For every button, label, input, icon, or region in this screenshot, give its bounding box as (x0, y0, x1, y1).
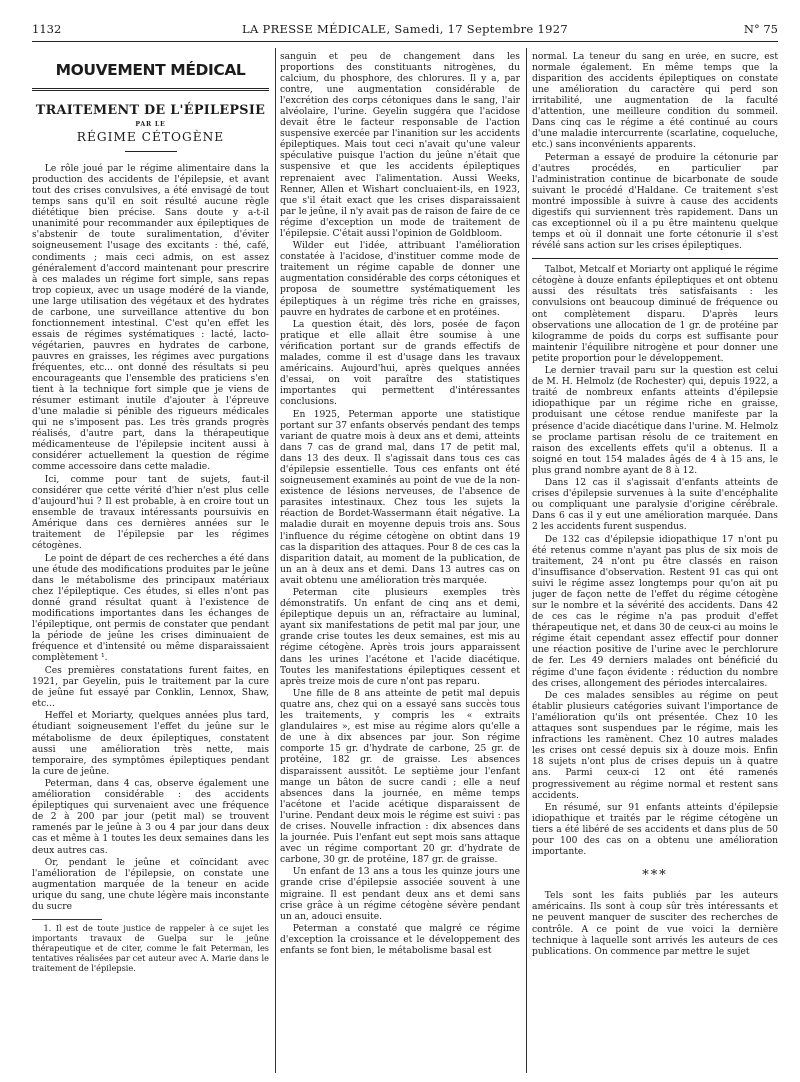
paragraph: Heffel et Moriarty, quelques années plus tard, étudiant soigneusement l'effet du jeûne sur le métabolisme de deux épileptiques, constatent aussi une amélioration très nette, mais temporaire, des symptômes épileptiques pendant la cure de jeûne. (32, 711, 269, 777)
paragraph: Le dernier travail paru sur la question est celui de M. H. Helmolz (de Rochester) qui, depuis 1922, a traité de nombreux enfants atteints d'épilepsie idiopathique par un régime riche en graisse, produisant une cétose rendue manifeste par la présence d'acide diacétique dans l'urine. M. Helmolz se proclame partisan résolu de ce traitement en raison des excellents effets qu'il a obtenus. Il a soigné en tout 154 malades âgés de 4 à 15 ans, le plus grand nombre ayant de 8 à 12. (532, 366, 778, 476)
paragraph: Peterman a essayé de produire la cétonurie par d'autres procédés, en particulier par l'administration continue de bicarbonate de soude suivant le procédé d'Haldane. Ce traitement s'est montré impossible à suivre à cause des accidents digestifs qui surviennent très rapidement. Dans un cas exceptionnel où il a pu être maintenu quelque temps et où il donnait une forte cétonurie il s'est révélé sans action sur les crises épileptiques. (532, 152, 778, 252)
paragraph: Peterman cite plusieurs exemples très démonstratifs. Un enfant de cinq ans et demi, épileptique depuis un an, réfractaire au luminal, ayant six manifestations de petit mal par jour, une grande crise toutes les deux semaines, est mis au régime cétogène. Après trois jours apparaissent dans les urines l'acétone et l'acide diacétique. Toutes les manifestations épileptiques cessent et après treize mois de cure n'ont pas reparu. (280, 588, 520, 687)
paragraph: normal. La teneur du sang en urée, en sucre, est normale également. En même temps que la disparition des accidents épileptiques on constate une amélioration du caractère qui perd son irritabilité, une augmentation de la faculté d'attention, une meilleure condition du sommeil. Dans cinq cas le régime a été continué au cours d'une maladie intercurrente (scarlatine, coqueluche, etc.) sans inconvénients apparents. (532, 52, 778, 151)
running-header (32, 20, 778, 42)
paragraph: De ces malades sensibles au régime on peut établir plusieurs catégories suivant l'importance de l'amélioration qu'ils ont présentée. Chez 10 les attaques sont suspendues par le régime, mais les infractions les ramènent. Chez 10 autres malades les crises ont cessé depuis six à douze mois. Enfin 18 sujets n'ont plus de crises depuis un à quatre ans. Parmi ceux-ci 12 ont été ramenés progressivement au régime normal et restent sans accidents. (532, 691, 778, 801)
footnote-rule (32, 919, 102, 920)
paragraph: Tels sont les faits publiés par les auteurs américains. Ils sont à coup sûr très intéressants et ne peuvent manquer de susciter des recherches de contrôle. A ce point de vue voici la dernière technique à laquelle sont arrivés les auteurs de ces publications. On commence par mettre le sujet (532, 891, 778, 957)
article-subtitle: RÉGIME CÉTOGÈNE (76, 130, 225, 145)
issue-number: N° 75 (743, 22, 778, 36)
section-rule (32, 88, 269, 91)
paragraph: Dans 12 cas il s'agissait d'enfants atteints de crises d'épilepsie survenues à la suite d'encéphalite ou compliquant une paralysie d'origine cérébrale. Dans 6 cas il y eut une amélioration marquée. Dans 2 les accidents furent suspendus. (532, 478, 778, 533)
title-rule (125, 151, 177, 152)
paragraph: Or, pendant le jeûne et coïncidant avec l'amélioration de l'épilepsie, on constate une augmentation marquée de la teneur en acide urique du sang, une chute légère mais inconstante du sucre (32, 858, 269, 913)
column-rule-1 (275, 48, 276, 1073)
paragraph: Ici, comme pour tant de sujets, faut-il considérer que cette vérité d'hier n'est plus celle d'aujourd'hui ? Il est probable, à en croire tout un ensemble de travaux intéressants poursuivis en Amérique dans ces dernières années sur le traitement de l'épilepsie par les régimes cétogènes. (32, 474, 269, 552)
paragraph: Ces premières constatations furent faites, en 1921, par Geyelin, puis le traitement par la cure de jeûne fut essayé par Conklin, Lennox, Shaw, etc... (32, 665, 269, 709)
column-2 (280, 52, 520, 1072)
section-title: MOUVEMENT MÉDICAL (55, 61, 246, 79)
paragraph: Un enfant de 13 ans a tous les quinze jours une grande crise d'épilepsie associée souvent à une migraine. Il est pendant deux ans et demi sans crise grâce à un régime cétogène sévère pendant un an, adouci ensuite. (280, 867, 520, 922)
paragraph: Le point de départ de ces recherches a été dans une étude des modifications produites par le jeûne dans le métabolisme des principaux matériaux chez l'épileptique. Ces études, si elles n'ont pas donné grand résultat quant à l'existence de modifications importantes dans les échanges de l'épileptique, ont permis de constater que pendant la période de jeûne les crises diminuaient de fréquence et d'intensité ou même disparaissaient complètement ¹. (32, 553, 269, 664)
paragraph: Peterman, dans 4 cas, observe également une amélioration considérable : des accidents épileptiques qui survenaient avec une fréquence de 2 à 200 par jour (petit mal) se trouvent ramenés par le jeûne à 3 ou 4 par jour dans deux cas et même à 1 toutes les deux semaines dans les deux autres cas. (32, 779, 269, 856)
paragraph: Le rôle joué par le régime alimentaire dans la production des accidents de l'épilepsie, et avant tout des crises convulsives, a été envisagé de tout temps sans qu'il en soit résulté aucune règle diététique bien précise. Sans doute y a-t-il unanimité pour recommander aux épileptiques de s'abstenir de toute suralimentation, d'éviter soigneusement l'usage des excitants : thé, café, condiments ; mais ceci admis, on est assez généralement d'accord maintenant pour prescrire à ces malades un régime fort simple, sans repas trop copieux, avec un usage modéré de la viande, une large utilisation des végétaux et des hydrates de carbone, une surveillance attentive du bon fonctionnement intestinal. C'est qu'en effet les essais de régimes systématiques : lacté, lacto-végétarien, pauvres en hydrates de carbone, pauvres en graisses, les régimes avec purgations fréquentes, etc... ont donné des résultats si peu encourageants que l'ensemble des praticiens s'en tient à la technique fort simple que je viens de résumer estimant inutile d'ajouter à l'épreuve d'une maladie si pénible des rigueurs médicales qui ne s'imposent pas. Les très grands progrès réalisés, d'autre part, dans la thérapeutique médicamenteuse de l'épilepsie incitent aussi à considérer actuellement la question de régime comme accessoire dans cette maladie. (32, 164, 269, 473)
section-stars: *** (642, 868, 668, 884)
column-rule-2 (526, 48, 527, 1073)
page-number: 1132 (32, 22, 62, 36)
paragraph: Une fille de 8 ans atteinte de petit mal depuis quatre ans, chez qui on a essayé sans succès tous les traitements, y compris les « extraits glandulaires », est mise au régime alors qu'elle a de une à dix absences par jour. Son régime comporte 15 gr. d'hydrate de carbone, 25 gr. de protéine, 182 gr. de graisse. Les absences disparaissent aussitôt. Le septième jour l'enfant mange un bâton de sucre candi ; elle a neuf absences dans la journée, en même temps l'acétone et l'acide acétique disparaissent de l'urine. Pendant deux mois le régime est suivi : pas de crises. Nouvelle infraction : dix absences dans la journée. Puis l'enfant eut sept mois sans attaque avec un régime comportant 20 gr. d'hydrate de carbone, 30 gr. de protéine, 187 gr. de graisse. (280, 689, 520, 865)
article-par-le: PAR LE (135, 121, 166, 129)
journal-title: LA PRESSE MÉDICALE, Samedi, 17 Septembre 1927 (242, 22, 568, 36)
column-3 (532, 52, 778, 1072)
paragraph: sanguin et peu de changement dans les proportions des constituants nitrogènes, du calcium, du phosphore, des chlorures. Il y a, par contre, une augmentation considérable de l'excrétion des corps cétoniques dans le sang, l'air alvéolaire, l'urine. Geyelin suggéra que l'acidose devait être le facteur responsable de l'action suspensive exercée par l'inanition sur les accidents épileptiques. Mais tout ceci n'avait qu'une valeur spéculative puisque l'action du jeûne n'était que suspensive et que les accidents épileptiques reprenaient avec l'alimentation. Aussi Weeks, Renner, Allen et Wishart concluaient-ils, en 1923, que s'il était exact que les crises disparaissaient par le jeûne, il n'y avait pas de raison de faire de ce régime d'exception un mode de traitement de l'épilepsie. C'était aussi l'opinion de Goldbloom. (280, 52, 520, 239)
footnote: 1. Il est de toute justice de rappeler à ce sujet les importants travaux de Guelpa sur le jeûne thérapeutique et de citer, comme le fait Peterman, les tentatives réalisées par cet auteur avec A. Marie dans le traitement de l'épilepsie. (32, 923, 269, 973)
paragraph: Wilder eut l'idée, attribuant l'amélioration constatée à l'acidose, d'instituer comme mode de traitement un régime capable de donner une augmentation considérable des corps cétoniques et proposa de soumettre systématiquement les épileptiques à un régime très riche en graisses, pauvre en hydrates de carbone et en protéines. (280, 241, 520, 318)
article-title: TRAITEMENT DE L'ÉPILEPSIE (35, 103, 266, 118)
column-1 (32, 52, 269, 1072)
paragraph: De 132 cas d'épilepsie idiopathique 17 n'ont pu été retenus comme n'ayant pas plus de six mois de traitement, 24 n'ont pu être classés en raison d'insuffisance d'observation. Restent 91 cas qui ont suivi le régime assez longtemps pour qu'on ait pu juger de façon nette de l'effet du régime cétogène sur le nombre et la sévérité des accidents. Dans 42 de ces cas le régime n'a pas produit d'effet thérapeutique net, et dans 30 de ceux-ci au moins le régime était cependant assez effectif pour donner une réaction positive de l'urine avec le perchlorure de fer. Les 49 derniers malades ont bénéficié du régime d'une façon évidente : réduction du nombre des crises, allongement des périodes intercalaires. (532, 534, 778, 689)
paragraph: En 1925, Peterman apporte une statistique portant sur 37 enfants observés pendant des temps variant de quatre mois à deux ans et demi, atteints dans 7 cas de grand mal, dans 17 de petit mal, dans 13 des deux. Il s'agissait dans tous ces cas d'épilepsie essentielle. Tous ces enfants ont été soigneusement examinés au point de vue de la non-existence de lésions nerveuses, de l'absence de parasites intestinaux. Chez tous les sujets la réaction de Bordet-Wassermann était négative. La maladie durait en moyenne depuis trois ans. Sous l'influence du régime cétogène on obtint dans 19 cas la disparition des attaques. Pour 8 de ces cas la disparition datait, au moment de la publication, de un an à deux ans et demi. Dans 13 autres cas on avait obtenu une amélioration très marquée. (280, 410, 520, 586)
paragraph: La question était, dès lors, posée de façon pratique et elle allait être soumise à une vérification portant sur de grands effectifs de malades, comme il est d'usage dans les travaux américains. Aujourd'hui, après quelques années d'essai, on voit paraître des statistiques importantes qui permettent d'intéressantes conclusions. (280, 320, 520, 408)
paragraph-separator (532, 258, 778, 259)
paragraph: En résumé, sur 91 enfants atteints d'épilepsie idiopathique et traités par le régime cétogène un tiers a été libéré de ses accidents et dans plus de 50 pour 100 des cas on a obtenu une amélioration importante. (532, 803, 778, 858)
paragraph: Talbot, Metcalf et Moriarty ont appliqué le régime cétogène à douze enfants épileptiques et ont obtenu aussi des résultats très satisfaisants : les convulsions ont beaucoup diminué de fréquence ou ont complètement disparu. D'après leurs observations une allocation de 1 gr. de protéine par kilogramme de poids du corps est suffisante pour maintenir l'équilibre nitrogène et pour donner une petite proportion pour le développement. (532, 265, 778, 364)
paragraph: Peterman a constaté que malgré ce régime d'exception la croissance et le développement des enfants se font bien, le métabolisme basal est (280, 924, 520, 957)
